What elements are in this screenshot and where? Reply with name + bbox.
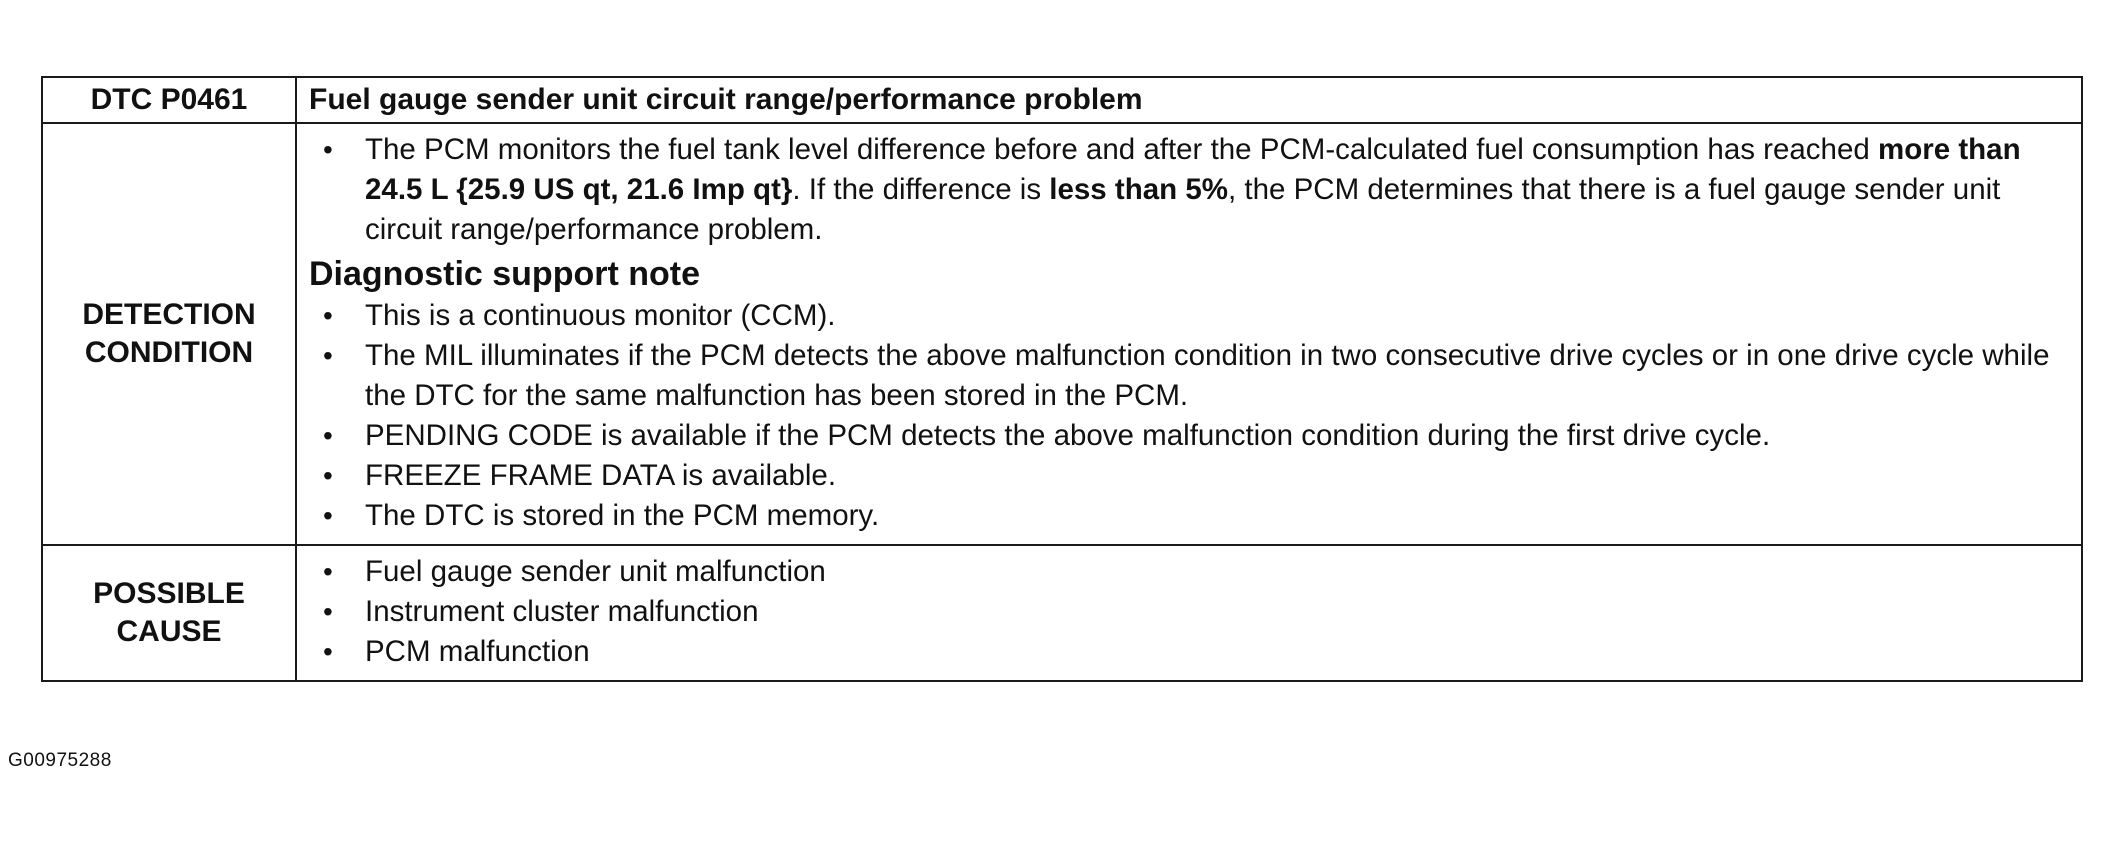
possible-cause-item: • Instrument cluster malfunction (309, 592, 2071, 632)
support-note-item: • FREEZE FRAME DATA is available. (309, 456, 2071, 496)
possible-cause-item: • PCM malfunction (309, 632, 2071, 672)
possible-label-line1: POSSIBLE (93, 577, 245, 610)
intro-text-3: , the PCM determines that there is a fuel gauge sender unit circuit range/performance problem. (365, 173, 2001, 246)
detection-row (42, 123, 2082, 545)
possible-cause-item: • Fuel gauge sender unit malfunction (309, 552, 2071, 592)
detection-intro-item (309, 130, 2071, 250)
detection-condition-body (296, 123, 2082, 545)
support-note-item: • This is a continuous monitor (CCM). (309, 296, 2071, 336)
possible-cause-list (309, 552, 2071, 672)
support-note-list (309, 296, 2071, 536)
support-note-item: • PENDING CODE is available if the PCM detects the above malfunction condition during the first drive cycle. (309, 416, 2071, 456)
dtc-code: DTC P0461 (42, 77, 296, 123)
dtc-title: Fuel gauge sender unit circuit range/performance problem (296, 77, 2082, 123)
support-note-item: • The DTC is stored in the PCM memory. (309, 496, 2071, 536)
possible-cause-row (42, 545, 2082, 681)
detection-intro-list (309, 130, 2071, 250)
intro-threshold-bold: more than 24.5 L {25.9 US qt, 21.6 Imp qt} (365, 133, 2021, 206)
detection-label-line2: CONDITION (84, 336, 254, 369)
possible-label-line2: CAUSE (116, 615, 222, 648)
figure-id: G00975288 (8, 750, 112, 771)
intro-text-1: The PCM monitors the fuel tank level difference before and after the PCM-calculated fuel consumption has reached (365, 133, 1878, 166)
intro-percent-bold: less than 5% (1049, 173, 1229, 206)
intro-text-2: . If the difference is (792, 173, 1050, 206)
diagnostic-support-heading: Diagnostic support note (309, 255, 700, 293)
support-note-item: • The MIL illuminates if the PCM detects the above malfunction condition in two consecutive drive cycles or in one drive cycle while the DTC for the same malfunction has been stored in the PCM. (309, 336, 2071, 416)
header-row (42, 77, 2082, 123)
possible-cause-body (296, 545, 2082, 681)
possible-cause-label (42, 545, 296, 681)
detection-label-line1: DETECTION (82, 298, 256, 331)
dtc-table (41, 76, 2083, 682)
detection-condition-label (42, 123, 296, 545)
